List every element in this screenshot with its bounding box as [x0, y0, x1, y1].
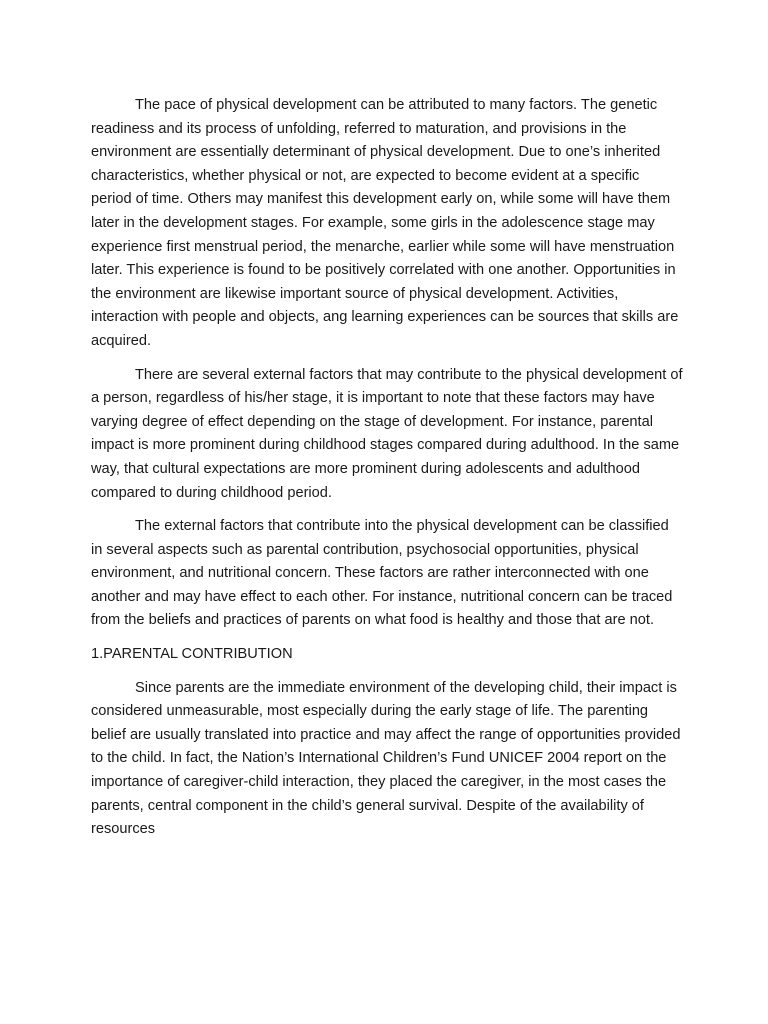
section-heading-parental-contribution: 1.PARENTAL CONTRIBUTION [91, 646, 293, 663]
paragraph-pace-of-development: The pace of physical development can be attributed to many factors. The genetic readiness and its process of unfolding, referred to maturation, and provisions in the environment are essentially determinant of physical development. Due to one’s inherited characteristics, whether physical or not, are expected to become evident at a specific period of time. Others may manifest this development early on, while some will have them later in the development stages. For example, some girls in the adolescence stage may experience first menstrual period, the menarche, earlier while some will have menstruation later. This experience is found to be positively correlated with one another. Opportunities in the environment are likewise important source of physical development. Activities, interaction with people and objects, ang learning experiences can be sources that skills are acquired. [91, 97, 679, 349]
paragraph-classification: The external factors that contribute into the physical development can be classified in several aspects such as parental contribution, psychosocial opportunities, physical environment, and nutritional concern. These factors are rather interconnected with one another and may have effect to each other. For instance, nutritional concern can be traced from the beliefs and practices of parents on what food is healthy and those that are not. [91, 518, 673, 629]
paragraph-parents-environment: Since parents are the immediate environment of the developing child, their impact is considered unmeasurable, most especially during the early stage of life. The parenting belief are usually translated into practice and may affect the range of opportunities provided to the child. In fact, the Nation’s International Children’s Fund UNICEF 2004 report on the importance of caregiver-child interaction, they placed the caregiver, in the most cases the parents, central component in the child’s general survival. Despite of the availability of resources [91, 679, 681, 838]
paragraph-external-factors: There are several external factors that may contribute to the physical development of a person, regardless of his/her stage, it is important to note that these factors may have varying degree of effect depending on the stage of development. For instance, parental impact is more prominent during childhood stages compared during adulthood. In the same way, that cultural expectations are more prominent during adolescents and adulthood compared to during childhood period. [91, 366, 683, 501]
document-body [91, 94, 683, 852]
